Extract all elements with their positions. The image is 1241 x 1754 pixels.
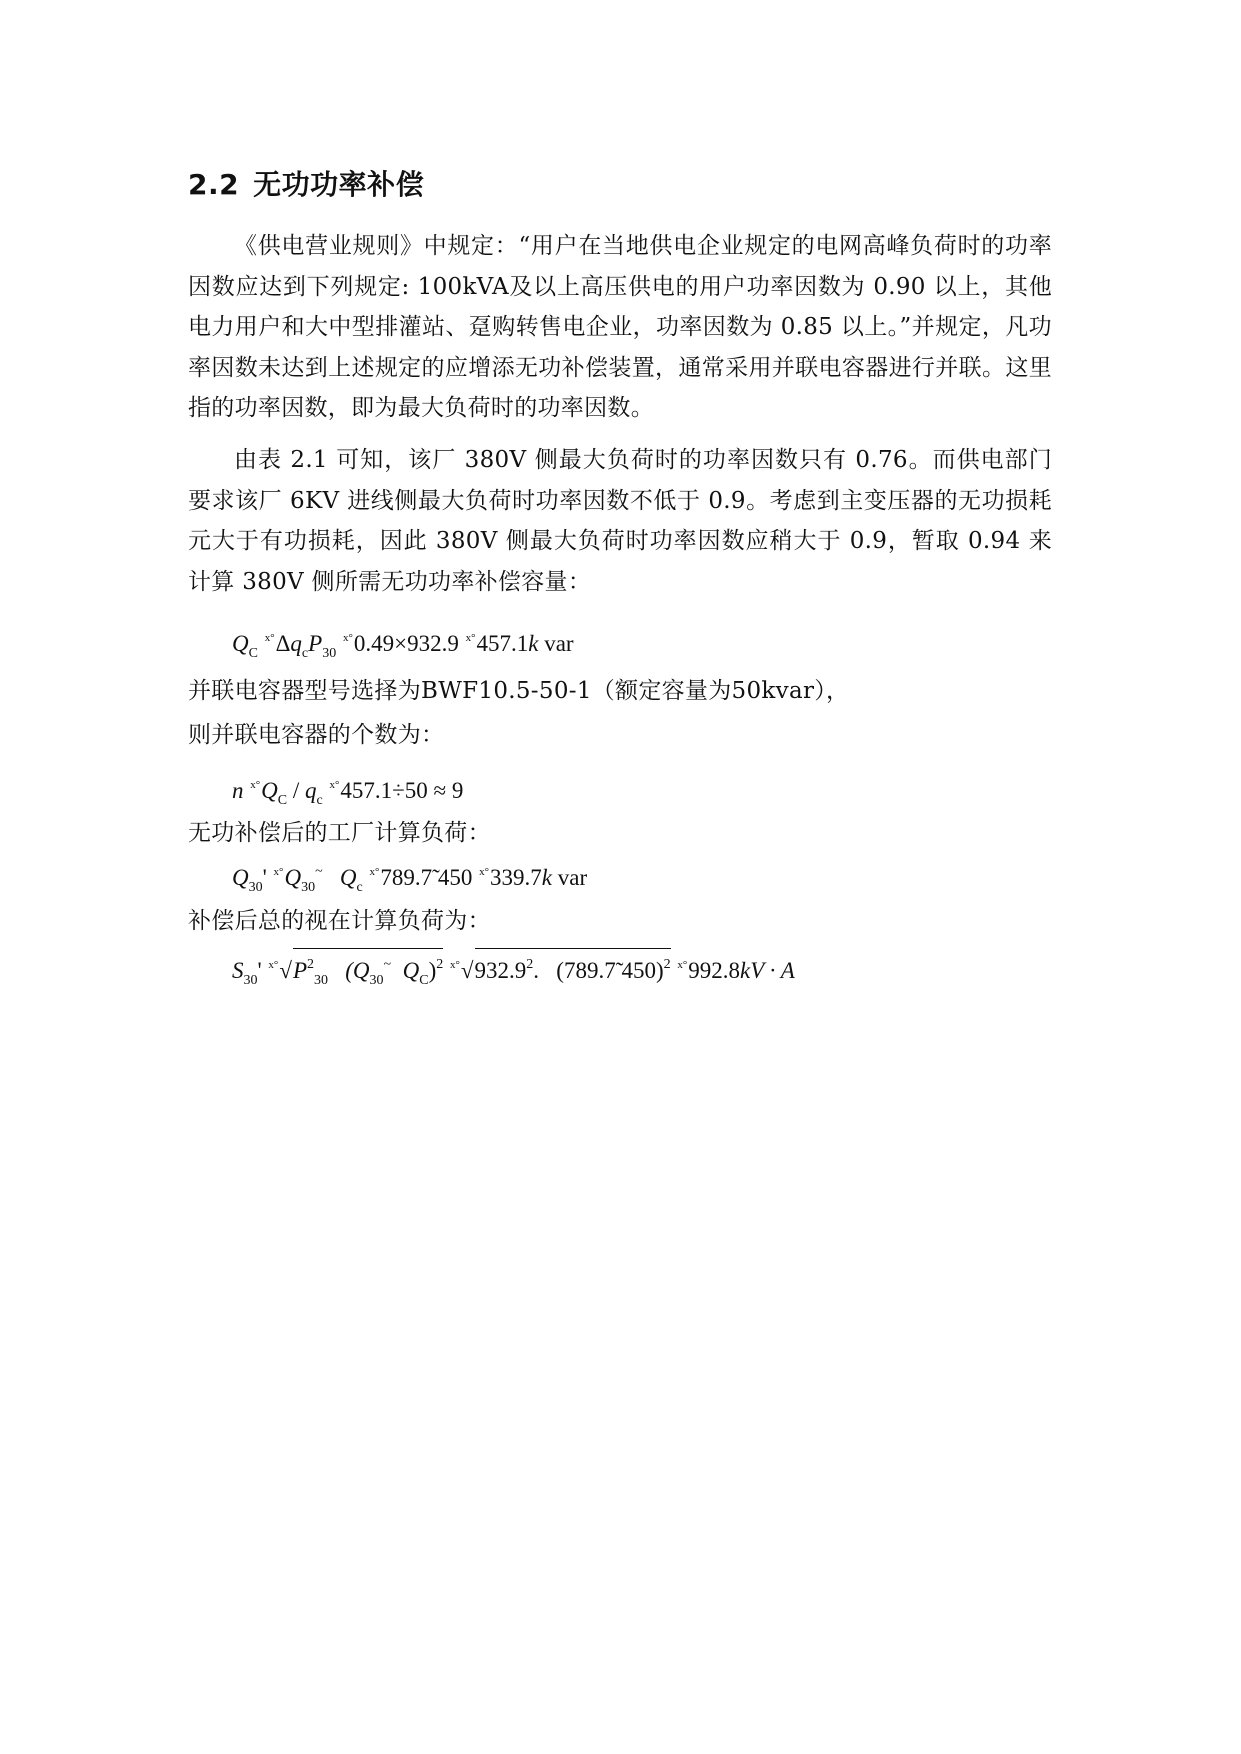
formula-symbol: Q bbox=[261, 778, 278, 803]
formula-unit: var bbox=[538, 631, 574, 656]
formula-symbol: Q bbox=[284, 865, 302, 890]
formula-prime: ' bbox=[262, 865, 267, 890]
formula-n bbox=[232, 770, 463, 816]
formula-superscript: 2 bbox=[436, 957, 444, 972]
formula-s30: $S_{30}'$ $^{x^\circ}√P^2_{30}$ ($Q_{30}^\sim$ $Q_C)^2$ $^{x^\circ}$√932.9$^2$. (789.7̃ 450)$^2$ $^{x^\circ}$992.8kV · A bbox=[232, 948, 795, 996]
formula-mark: x° bbox=[273, 866, 284, 878]
formula-subscript: 30 bbox=[314, 973, 328, 988]
formula-expression: 457.1÷50 ≈ 9 bbox=[340, 778, 464, 803]
formula-mark: x° bbox=[250, 779, 261, 791]
formula-superscript: 2 bbox=[307, 957, 314, 972]
formula-tilde: ~ bbox=[383, 957, 392, 972]
paragraph-regulation: 《供电营业规则》中规定：“用户在当地供电企业规定的电网高峰负荷时的功率因数应达到下列规定: 100kVA及以上高压供电的用户功率因数为 0.90 以上，其他电力用户和大中型排灌站、趸购转售电企业，功率因数为 0.85 以上。”并规定，凡功率因数未达到上述规定的应增添无功补偿装置，通常采用并联电容器进行并联。这里指的功率因数，即为最大负荷时的功率因数。 bbox=[188, 233, 1052, 421]
formula-mark: x° bbox=[329, 779, 340, 791]
formula-expression: 789.7̃ 450 bbox=[380, 865, 473, 890]
paragraph-calculation-basis: 由表 2.1 可知，该厂 380V 侧最大负荷时的功率因数只有 0.76。而供电部门要求该厂 6KV 进线侧最大负荷时功率因数不低于 0.9。考虑到主变压器的无功损耗元大于有功损耗，因此 380V 侧最大负荷时功率因数应稍大于 0.9，暂取 0.94 来计算 380V 侧所需无功功率补偿容量： bbox=[188, 447, 1052, 595]
formula-symbol: Q bbox=[232, 865, 249, 890]
formula-prime: ' bbox=[257, 958, 262, 983]
formula-symbol: Q bbox=[232, 631, 249, 656]
formula-mark: x° bbox=[677, 959, 688, 971]
formula-subscript: c bbox=[316, 793, 323, 808]
formula-tilde: ~ bbox=[315, 864, 323, 879]
formula-mark: x° bbox=[264, 632, 275, 644]
formula-mark: x° bbox=[342, 632, 353, 644]
formula-expression: (789.7̃ 450) bbox=[556, 958, 664, 983]
section-heading bbox=[188, 163, 424, 203]
formula-unit-prefix: k bbox=[528, 631, 539, 656]
formula-bracket: ) bbox=[428, 958, 437, 983]
formula-symbol: Q bbox=[339, 865, 357, 890]
formula-subscript: C bbox=[419, 973, 429, 988]
formula-symbol: q bbox=[290, 631, 302, 656]
formula-symbol: (Q bbox=[345, 958, 370, 983]
formula-subscript: c bbox=[356, 880, 363, 895]
formula-q30 bbox=[232, 857, 587, 903]
formula-subscript: 30 bbox=[248, 880, 263, 895]
formula-sqrt bbox=[475, 948, 671, 986]
formula-symbol: Q bbox=[402, 958, 420, 983]
section-title: 无功功率补偿 bbox=[253, 168, 425, 201]
formula-symbol: P bbox=[308, 631, 323, 656]
formula-unit-prefix: k bbox=[541, 865, 553, 890]
formula-mark: x° bbox=[450, 959, 460, 971]
formula-subscript: 30 bbox=[301, 880, 316, 895]
formula-symbol: q bbox=[305, 778, 317, 803]
capacitor-count-intro: 则并联电容器的个数为： bbox=[188, 722, 445, 748]
formula-mark: x° bbox=[369, 866, 380, 878]
apparent-load-intro: 补偿后总的视在计算负荷为： bbox=[188, 908, 491, 934]
formula-mark: x° bbox=[479, 866, 490, 878]
formula-subscript: 30 bbox=[322, 646, 337, 661]
formula-unit: kV · A bbox=[740, 958, 795, 983]
formula-subscript: C bbox=[277, 793, 288, 808]
formula-qc bbox=[232, 623, 574, 669]
formula-subscript: 30 bbox=[243, 973, 258, 988]
formula-value: 932.9 bbox=[474, 958, 527, 983]
section-number: 2.2 bbox=[188, 168, 240, 201]
formula-expression: 0.49×932.9 bbox=[353, 631, 459, 656]
formula-symbol: n bbox=[232, 778, 244, 803]
after-compensation-intro: 无功补偿后的工厂计算负荷： bbox=[188, 820, 491, 846]
formula-symbol: P bbox=[292, 958, 307, 983]
formula-symbol: Δ bbox=[275, 631, 291, 656]
formula-result: 457.1 bbox=[476, 631, 529, 656]
formula-subscript: 30 bbox=[369, 973, 384, 988]
formula-sqrt bbox=[293, 948, 443, 996]
formula-superscript: 2 bbox=[663, 957, 671, 972]
formula-superscript: 2 bbox=[526, 957, 534, 972]
formula-symbol: S bbox=[232, 958, 244, 983]
formula-dot: . bbox=[533, 958, 540, 983]
capacitor-model-line: 并联电容器型号选择为BWF10.5-50-1（额定容量为50kvar）， bbox=[188, 678, 850, 704]
formula-result: 992.8 bbox=[688, 958, 741, 983]
formula-subscript: c bbox=[301, 646, 309, 661]
formula-mark: x° bbox=[268, 959, 279, 971]
formula-mark: x° bbox=[465, 632, 476, 644]
formula-unit: var bbox=[552, 865, 588, 890]
formula-operator: / bbox=[287, 778, 306, 803]
formula-result: 339.7 bbox=[490, 865, 542, 890]
formula-subscript: C bbox=[248, 646, 258, 661]
